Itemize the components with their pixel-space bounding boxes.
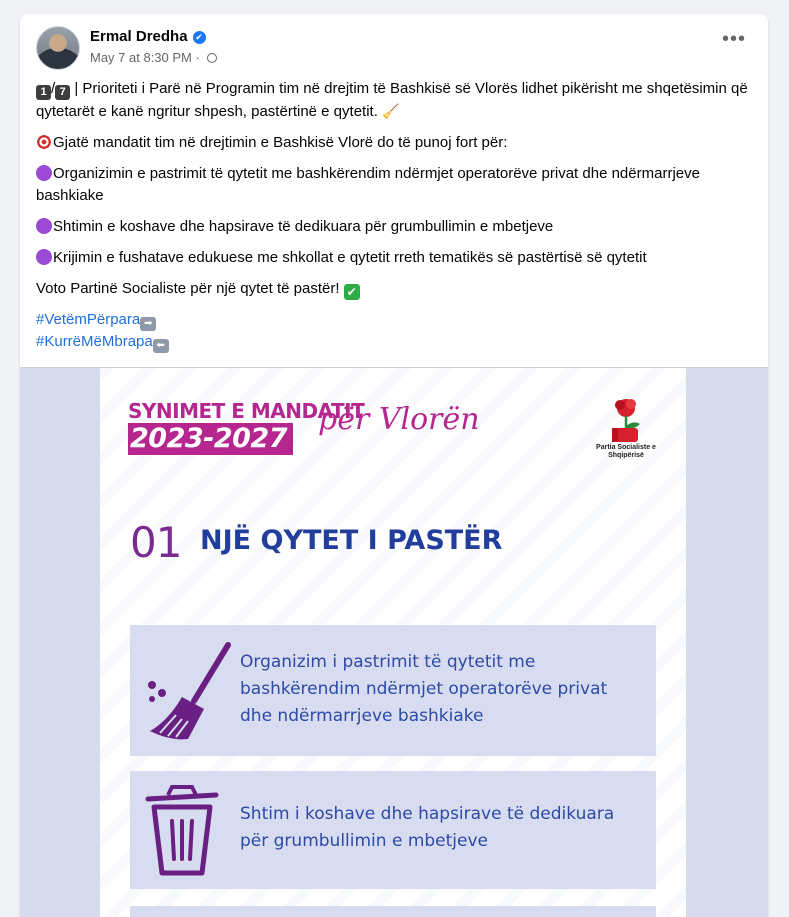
post-image[interactable]	[20, 367, 768, 917]
party-name: Partia Socialiste e Shqipërisë	[596, 444, 656, 459]
globe-icon	[207, 53, 217, 63]
bullet-3	[36, 247, 752, 269]
trash-bin-icon	[142, 783, 222, 879]
bullet-text: Krijimin e fushatave edukuese me shkollat e qytetit rreth tematikës së pastërtisë së qytetit	[53, 249, 647, 266]
hashtag-link[interactable]	[36, 331, 752, 353]
keycap-slash: /	[51, 80, 56, 97]
closing-text: Voto Partinë Socialiste për një qytet të pastër!	[36, 280, 340, 297]
poster-years: 2023-2027	[128, 423, 293, 455]
post-timestamp[interactable]: May 7 at 8:30 PM	[90, 50, 192, 65]
purple-circle-icon	[36, 249, 52, 265]
section-number: 01	[130, 518, 182, 567]
post-text	[36, 78, 752, 353]
lead-text: Gjatë mandatit tim në drejtimin e Bashkisë Vlorë do të punoj fort për:	[53, 134, 508, 151]
author-name-link[interactable]	[90, 28, 206, 45]
poster-item-text: Organizim i pastrimit të qytetit me bashkërendim ndërmjet operatorëve privat dhe ndërmarrjeve bashkiake	[240, 652, 608, 726]
post-header	[36, 26, 752, 70]
poster-item-text: Shtim i koshave dhe hapsirave të dedikuara për grumbullimin e mbetjeve	[240, 804, 615, 851]
post-closing	[36, 278, 752, 300]
poster-city: për Vlorën	[318, 402, 480, 437]
poster-item	[130, 625, 656, 756]
target-icon	[36, 134, 52, 150]
bullet-2	[36, 216, 752, 238]
hashtag-text[interactable]: #KurrëMëMbrapa	[36, 333, 153, 350]
broom-icon	[142, 639, 234, 743]
check-mark-icon: ✔	[344, 284, 360, 300]
author-name[interactable]: Ermal Dredha	[90, 28, 188, 45]
right-arrow-icon: ➡	[140, 317, 156, 331]
bullet-text: Organizimin e pastrimit të qytetit me bashkërendim ndërmjet operatorëve privat dhe ndërmarrjeve bashkiake	[36, 165, 700, 204]
hashtag-text[interactable]: #VetëmPërpara	[36, 311, 141, 328]
broom-emoji-icon: 🧹	[382, 103, 400, 119]
author-avatar[interactable]	[36, 26, 80, 70]
keycap-one-icon: 1	[36, 85, 51, 100]
purple-circle-icon	[36, 165, 52, 181]
hashtags	[36, 309, 752, 353]
poster-item	[130, 906, 656, 917]
poster-title: SYNIMET E MANDATIT	[128, 399, 365, 423]
left-arrow-icon: ⬅	[153, 339, 169, 353]
bullet-1	[36, 163, 752, 207]
post-meta	[90, 50, 217, 65]
purple-circle-icon	[36, 218, 52, 234]
post-lead	[36, 132, 752, 154]
post-card	[20, 14, 768, 917]
meta-separator: ·	[195, 50, 200, 65]
section-title: NJË QYTET I PASTËR	[200, 525, 503, 556]
keycap-seven-icon: 7	[55, 85, 70, 100]
more-options-button[interactable]: •••	[721, 28, 746, 50]
campaign-poster	[100, 368, 686, 917]
bullet-text: Shtimin e koshave dhe hapsirave të dedikuara për grumbullimin e mbetjeve	[53, 218, 554, 235]
poster-item	[130, 771, 656, 889]
intro-text: | Prioriteti i Parë në Programin tim në drejtim të Bashkisë së Vlorës lidhet pikërisht me shqetësimin që qytetarët e kanë ngritur shpesh, pastërtinë e qytetit.	[36, 80, 748, 120]
verified-badge-icon: ✔	[193, 31, 206, 44]
post-intro	[36, 78, 752, 123]
hashtag-link[interactable]	[36, 309, 752, 331]
